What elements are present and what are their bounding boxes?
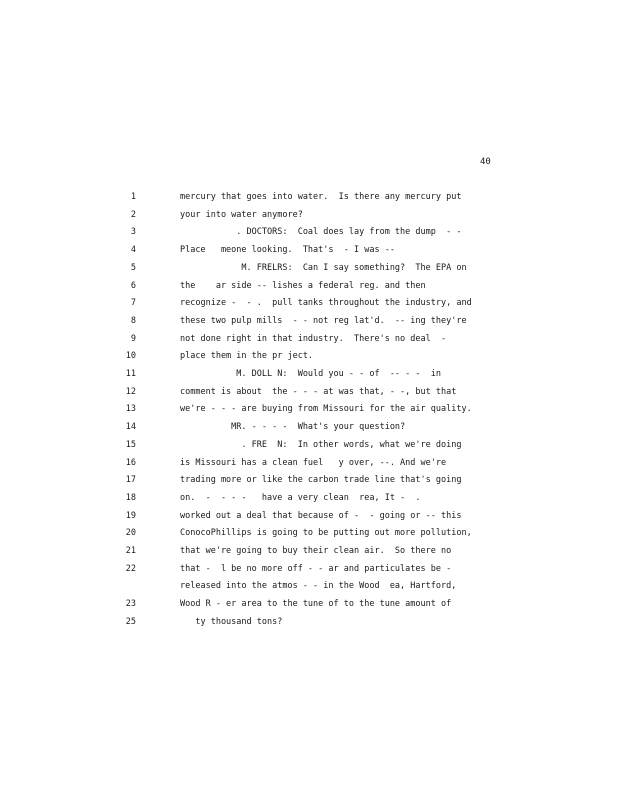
transcript-line: [0, 422, 619, 438]
line-number: 11: [125, 369, 136, 379]
transcript-line: [0, 192, 619, 208]
transcript-line: [0, 458, 619, 474]
line-number: 14: [125, 422, 136, 433]
line-number: 15: [125, 439, 136, 450]
transcript-line: [0, 599, 619, 615]
transcript-line: [0, 564, 619, 580]
line-text: ty thousand tons?: [180, 616, 283, 627]
line-number: 25: [125, 616, 136, 627]
line-text: . DOCTORS: Coal does lay from the dump - -: [180, 227, 462, 238]
line-text: recognize - - . pull tanks throughout the industry, and: [180, 298, 472, 309]
line-text: trading more or like the carbon trade line that's going: [180, 475, 462, 486]
line-number: 4: [130, 245, 136, 256]
line-number: 10: [125, 351, 136, 362]
line-number: 2: [130, 209, 136, 220]
transcript-line: [0, 263, 619, 279]
line-number: 9: [130, 333, 136, 344]
line-text: the ar side -- lishes a federal reg. and then: [180, 280, 426, 291]
line-number: 18: [125, 492, 136, 503]
transcript-line: [0, 493, 619, 509]
line-text: Wood R - er area to the tune of to the tune amount of: [180, 599, 452, 610]
transcript-line: [0, 316, 619, 332]
line-text: place them in the pr ject.: [180, 351, 314, 362]
line-number: 5: [130, 262, 136, 273]
line-text: is Missouri has a clean fuel y over, --. And we're: [180, 457, 447, 468]
transcript-line: [0, 298, 619, 314]
transcript-line: [0, 334, 619, 350]
line-number: 17: [125, 475, 136, 486]
line-number: 1: [130, 192, 136, 202]
transcript-line: [0, 387, 619, 403]
line-text: not done right in that industry. There's no deal -: [180, 333, 447, 344]
line-text: that - l be no more off - - ar and particulates be -: [180, 563, 452, 574]
line-text: your into water anymore?: [180, 209, 303, 220]
transcript-line: [0, 546, 619, 562]
line-text: . FRE N: In other words, what we're doing: [180, 439, 462, 450]
line-number: 22: [125, 563, 136, 574]
line-text: on. - - - - have a very clean rea, It - .: [180, 492, 421, 503]
transcript-line: [0, 227, 619, 243]
line-text: worked out a deal that because of - - going or -- this: [180, 510, 462, 521]
line-number: 21: [125, 546, 136, 556]
transcript-line: [0, 581, 619, 597]
line-text: Place meone looking. That's - I was --: [180, 245, 395, 256]
line-text: comment is about the - - - at was that, - -, but that: [180, 386, 457, 397]
line-number: 16: [125, 457, 136, 468]
line-number: 13: [125, 404, 136, 415]
line-text: M. FRELRS: Can I say something? The EPA on: [180, 262, 467, 273]
line-number: 6: [130, 280, 136, 291]
transcript-line: [0, 210, 619, 226]
line-text: mercury that goes into water. Is there any mercury put: [180, 192, 462, 202]
line-number: 20: [125, 528, 136, 539]
transcript-line: [0, 369, 619, 385]
line-text: released into the atmos - - in the Wood ea, Hartford,: [180, 581, 457, 592]
transcript-line: [0, 404, 619, 420]
transcript-line: [0, 475, 619, 491]
line-text: M. DOLL N: Would you - - of -- - - in: [180, 369, 441, 379]
page-number: 40: [480, 157, 491, 167]
line-text: that we're going to buy their clean air. So there no: [180, 546, 452, 556]
line-number: 23: [125, 599, 136, 610]
line-number: 7: [130, 298, 136, 309]
transcript-line: [0, 245, 619, 261]
line-text: ConocoPhillips is going to be putting out more pollution,: [180, 528, 472, 539]
line-text: these two pulp mills - - not reg lat'd. -- ing they're: [180, 315, 467, 326]
transcript-line: [0, 351, 619, 367]
line-text: MR. - - - - What's your question?: [180, 422, 406, 433]
line-number: 8: [130, 315, 136, 326]
line-number: 3: [130, 227, 136, 238]
line-number: 19: [125, 510, 136, 521]
transcript-line: [0, 440, 619, 456]
transcript-line: [0, 511, 619, 527]
transcript-line: [0, 528, 619, 544]
line-text: we're - - - are buying from Missouri for the air quality.: [180, 404, 472, 415]
transcript-line: [0, 281, 619, 297]
line-number: 12: [125, 386, 136, 397]
transcript-line: [0, 617, 619, 633]
